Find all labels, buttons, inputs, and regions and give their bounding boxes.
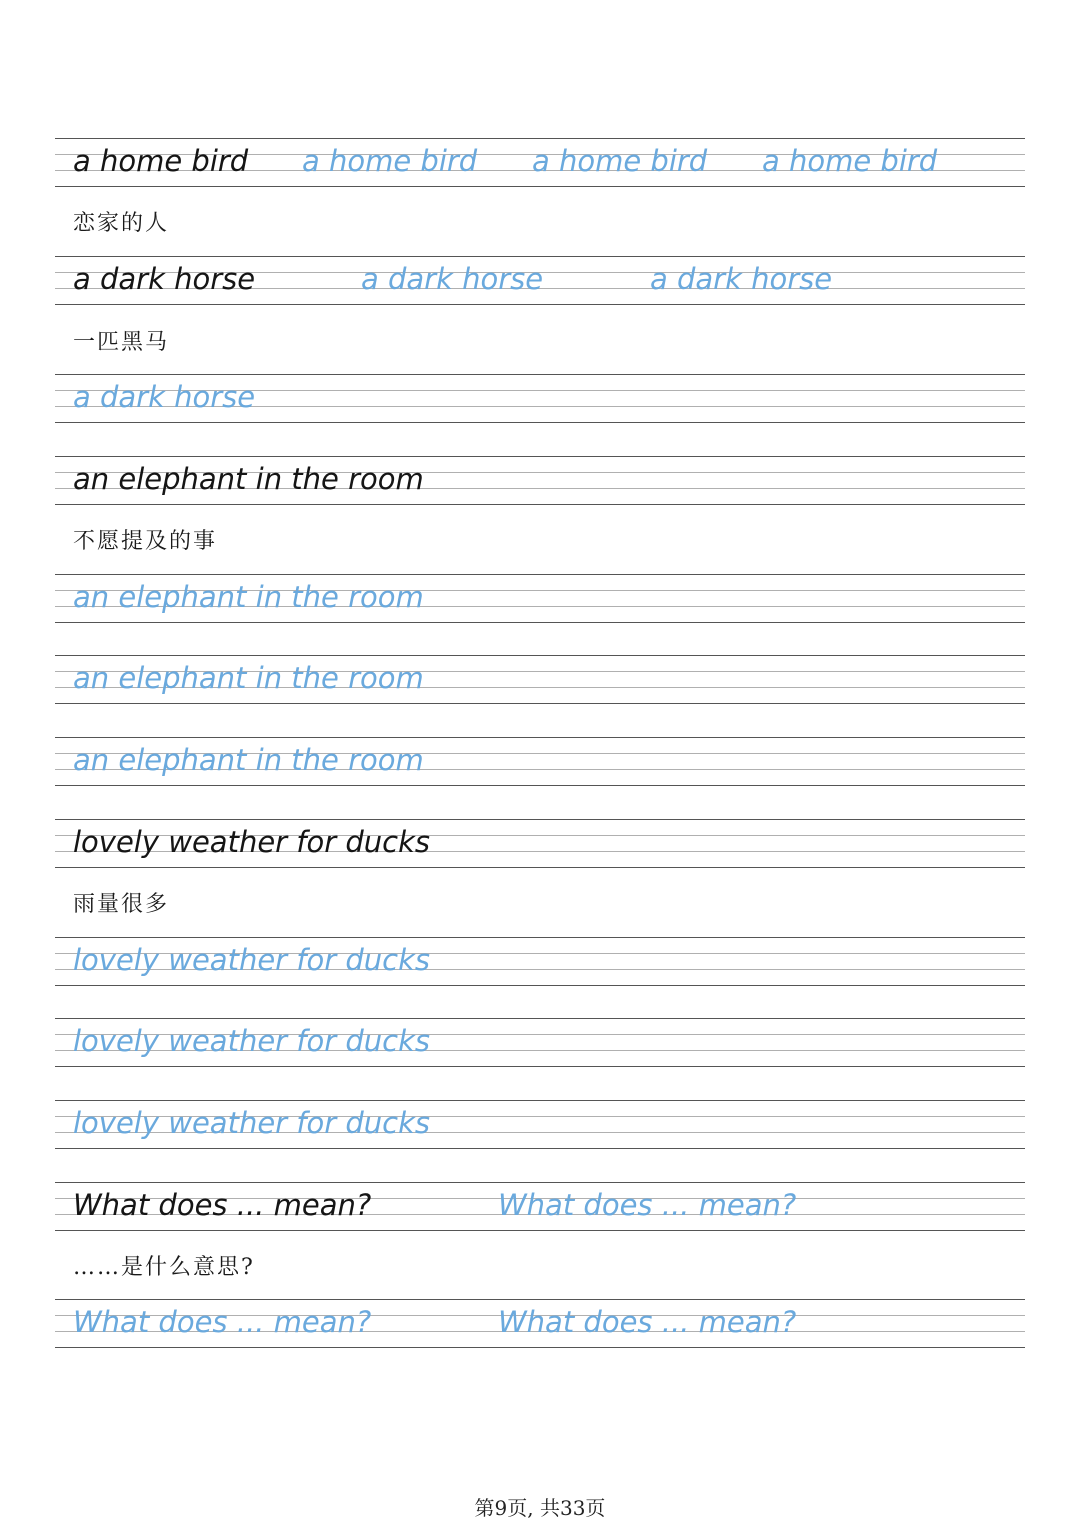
writing-line bbox=[55, 256, 1025, 306]
writing-line bbox=[55, 1299, 1025, 1349]
writing-line bbox=[55, 138, 1025, 188]
writing-line bbox=[55, 456, 1025, 506]
model-phrase: an elephant in the room bbox=[73, 462, 424, 496]
page-number: 第9页, 共33页 bbox=[474, 1496, 606, 1520]
writing-line bbox=[55, 819, 1025, 869]
trace-phrase: an elephant in the room bbox=[73, 661, 424, 695]
model-phrase: lovely weather for ducks bbox=[73, 825, 431, 859]
trace-phrase: What does ... mean? bbox=[73, 1305, 372, 1339]
trace-phrase: an elephant in the room bbox=[73, 743, 424, 777]
writing-line bbox=[55, 574, 1025, 624]
model-phrase: a dark horse bbox=[73, 262, 256, 296]
trace-phrase: lovely weather for ducks bbox=[73, 1024, 431, 1058]
trace-phrase: lovely weather for ducks bbox=[73, 1106, 431, 1140]
writing-line bbox=[55, 1100, 1025, 1150]
chinese-translation: 恋家的人 bbox=[73, 211, 170, 236]
trace-phrase: an elephant in the room bbox=[73, 580, 424, 614]
writing-line bbox=[55, 655, 1025, 705]
trace-phrase: What does ... mean? bbox=[498, 1305, 797, 1339]
model-phrase: a home bird bbox=[73, 144, 249, 178]
writing-line bbox=[55, 1182, 1025, 1232]
chinese-translation: 雨量很多 bbox=[73, 892, 170, 917]
writing-line bbox=[55, 374, 1025, 424]
trace-phrase: lovely weather for ducks bbox=[73, 943, 431, 977]
writing-line bbox=[55, 1018, 1025, 1068]
trace-phrase: a home bird bbox=[302, 144, 478, 178]
trace-phrase: a home bird bbox=[762, 144, 938, 178]
chinese-translation: ……是什么意思? bbox=[73, 1255, 255, 1280]
writing-line bbox=[55, 937, 1025, 987]
trace-phrase: a dark horse bbox=[650, 262, 833, 296]
writing-line bbox=[55, 737, 1025, 787]
model-phrase: What does ... mean? bbox=[73, 1188, 372, 1222]
trace-phrase: a home bird bbox=[532, 144, 708, 178]
chinese-translation: 一匹黑马 bbox=[73, 330, 170, 355]
trace-phrase: a dark horse bbox=[361, 262, 544, 296]
trace-phrase: What does ... mean? bbox=[498, 1188, 797, 1222]
trace-phrase: a dark horse bbox=[73, 380, 256, 414]
chinese-translation: 不愿提及的事 bbox=[73, 529, 218, 554]
